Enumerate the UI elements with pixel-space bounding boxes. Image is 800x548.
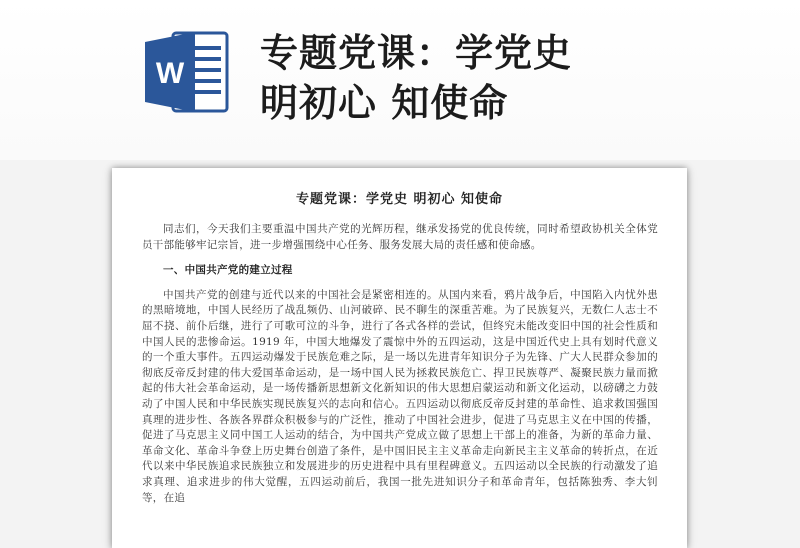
document-page [112, 168, 687, 548]
section-heading: 一、中国共产党的建立过程 [163, 264, 293, 277]
document-title: 专题党课：学党史 明初心 知使命 [295, 192, 504, 207]
body-paragraph: 中国共产党的创建与近代以来的中国社会是紧密相连的。从国内来看，鸦片战争后，中国陷入内忧外患的黑暗境地，中国人民经历了战乱频仍、山河破碎、民不聊生的深重苦难。为了民族复兴，无数仁人志士不屈不挠、前仆后继，进行了可歌可泣的斗争，进行了各式各样的尝试，但终究未能改变旧中国的社会性质和中国人民的悲惨命运。1919 年，中国大地爆发了震惊中外的五四运动，这是中国近代史上具有划时代意义的一个重大事件。五四运动爆发于民族危难之际，是一场以先进青年知识分子为先锋、广大人民群众参加的彻底反帝反封建的伟大爱国革命运动，是一场中国人民为拯救民族危亡、捍卫民族尊严、凝聚民族力量而掀起的伟大社会革命运动，是一场传播新思想新文化新知识的伟大思想启蒙运动和新文化运动，以磅礴之力鼓动了中国人民和中华民族实现民族复兴的志向和信心。五四运动以彻底反帝反封建的革命性、追求救国强国真理的进步性、各族各界群众积极参与的广泛性，推动了中国社会进步，促进了马克思主义在中国的传播，促进了马克思主义同中国工人运动的结合，为中国共产党成立做了思想上干部上的准备，为新的革命力量、革命文化、革命斗争登上历史舞台创造了条件，是中国旧民主主义革命走向新民主主义革命的转折点，在近代以来中华民族追求民族独立和发展进步的历史进程中具有里程碑意义。五四运动以全民族的行动激发了追求真理、追求进步的伟大觉醒，五四运动前后，我国一批先进知识分子和革命青年，包括陈独秀、李大钊等，在追 [142, 288, 658, 504]
document-body [142, 222, 658, 506]
intro-paragraph: 同志们，今天我们主要重温中国共产党的光辉历程，继承发扬党的优良传统，同时希望政协机关全体党员干部能够牢记宗旨，进一步增强围绕中心任务、服务发展大局的责任感和使命感。 [142, 223, 658, 251]
page-heading [260, 28, 780, 128]
svg-text:W: W [155, 57, 185, 90]
heading-line-2: 明初心 知使命 [260, 81, 509, 125]
heading-line-1: 专题党课：学党史 [260, 31, 573, 75]
word-document-icon [143, 30, 230, 114]
